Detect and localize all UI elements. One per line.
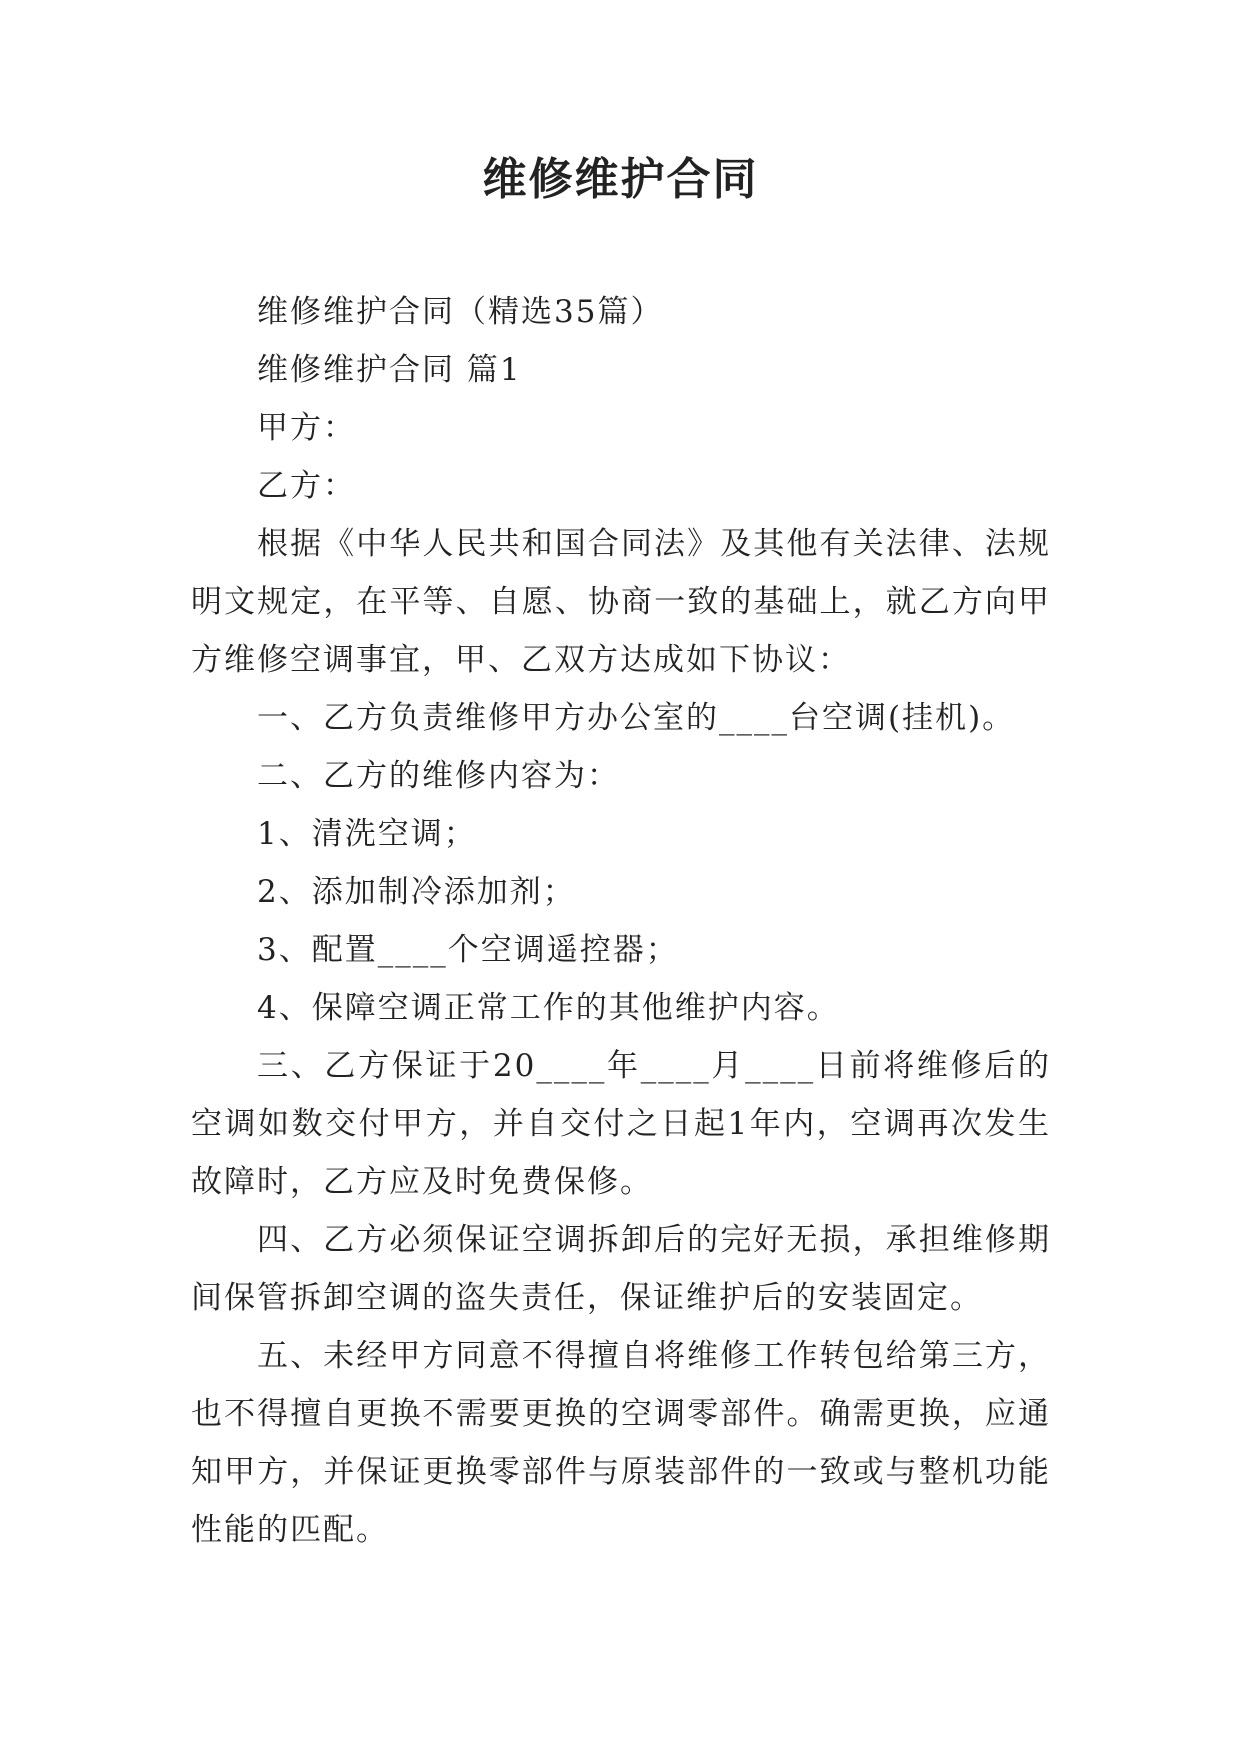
document-title: 维修维护合同 bbox=[482, 154, 759, 205]
clause-2-item-1: 1、清洗空调； bbox=[257, 816, 477, 852]
subtitle-paragraph: 维修维护合同（精选35篇） bbox=[257, 294, 664, 330]
clause-3: 三、乙方保证于20____年____月____日前将维修后的空调如数交付甲方，并自交付之日起1年内，空调再次发生故障时，乙方应及时免费保修。 bbox=[191, 1048, 1051, 1200]
clause-2-item-2: 2、添加制冷添加剂； bbox=[257, 874, 576, 910]
section-heading: 维修维护合同 篇1 bbox=[257, 352, 522, 388]
clause-2-item-4: 4、保障空调正常工作的其他维护内容。 bbox=[257, 990, 840, 1026]
clause-4: 四、乙方必须保证空调拆卸后的完好无损，承担维修期间保管拆卸空调的盗失责任，保证维护后的安装固定。 bbox=[191, 1222, 1051, 1316]
clause-5: 五、未经甲方同意不得擅自将维修工作转包给第三方，也不得擅自更换不需要更换的空调零部件。确需更换，应通知甲方，并保证更换零部件与原装部件的一致或与整机功能性能的匹配。 bbox=[191, 1338, 1051, 1548]
preamble-paragraph: 根据《中华人民共和国合同法》及其他有关法律、法规明文规定，在平等、自愿、协商一致的基础上，就乙方向甲方维修空调事宜，甲、乙双方达成如下协议： bbox=[191, 526, 1051, 678]
clause-1: 一、乙方负责维修甲方办公室的____台空调(挂机)。 bbox=[257, 700, 1016, 736]
party-b-line: 乙方： bbox=[257, 468, 356, 504]
party-a-line: 甲方： bbox=[257, 410, 356, 446]
clause-2-item-3: 3、配置____个空调遥控器； bbox=[257, 932, 679, 968]
document-body bbox=[191, 283, 1051, 1559]
clause-2: 二、乙方的维修内容为： bbox=[257, 758, 620, 794]
